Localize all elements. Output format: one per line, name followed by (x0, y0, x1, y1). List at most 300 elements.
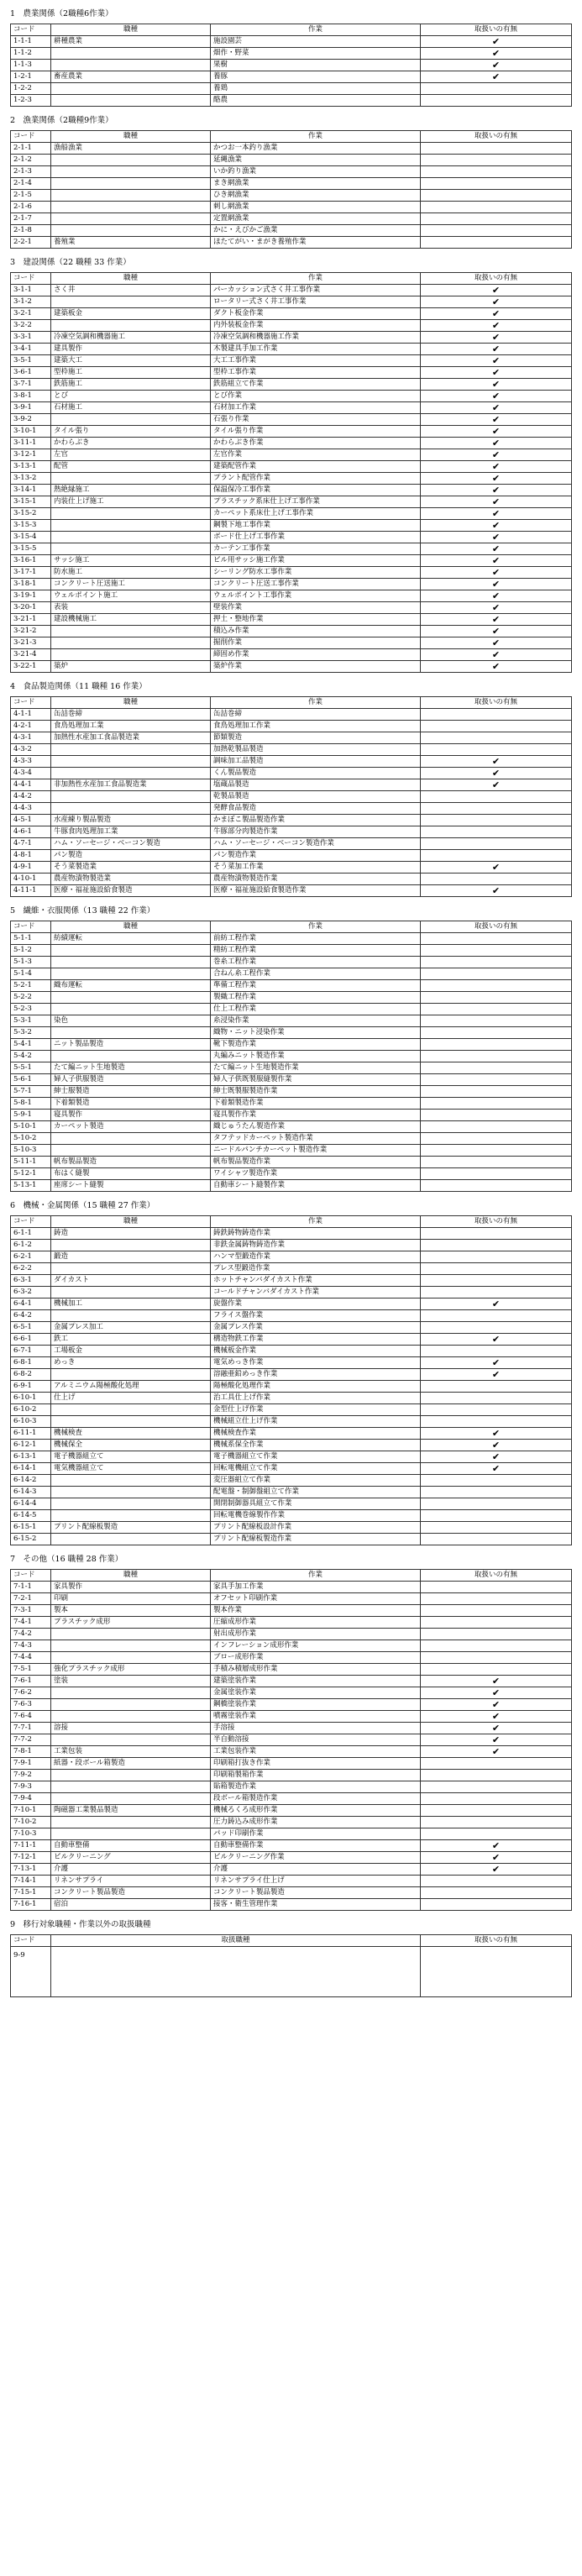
table-row (11, 1676, 572, 1687)
job-type-cell (51, 1687, 211, 1699)
table-row (11, 1062, 572, 1074)
check-mark-icon: ✔ (491, 543, 501, 554)
handling-flag-cell (421, 862, 572, 874)
code-cell: 3-3-1 (11, 332, 51, 344)
work-cell: 陽極酸化処理作業 (211, 1381, 421, 1393)
job-type-cell: 養殖業 (51, 237, 211, 249)
code-cell: 3-15-1 (11, 496, 51, 508)
check-mark-icon: ✔ (491, 1746, 501, 1757)
code-cell: 2-1-3 (11, 166, 51, 178)
handling-flag-cell (421, 1793, 572, 1805)
table-row (11, 202, 572, 213)
job-type-cell: 布はく縫製 (51, 1168, 211, 1180)
work-cell: タイル張り作業 (211, 426, 421, 438)
job-type-cell (51, 1510, 211, 1522)
check-mark-icon: ✔ (491, 661, 501, 672)
table-row (11, 1157, 572, 1168)
table-row (11, 1086, 572, 1098)
code-cell: 6-14-5 (11, 1510, 51, 1522)
column-header-code: コード (11, 273, 51, 285)
column-header-flag: 取扱いの有無 (421, 921, 572, 933)
work-cell: ダクト板金作業 (211, 308, 421, 320)
handling-flag-cell (421, 567, 572, 579)
check-mark-icon: ✔ (491, 414, 501, 425)
job-table (10, 272, 572, 673)
work-cell: 塩蔵品製造 (211, 779, 421, 791)
job-type-cell: プリント配線板製造 (51, 1522, 211, 1534)
handling-flag-cell (421, 721, 572, 732)
handling-flag-cell (421, 1098, 572, 1110)
job-type-cell: 陶磁器工業製品製造 (51, 1805, 211, 1817)
job-type-cell: プラスチック成形 (51, 1617, 211, 1629)
code-cell: 7-11-1 (11, 1840, 51, 1852)
table-row (11, 1522, 572, 1534)
code-cell: 5-7-1 (11, 1086, 51, 1098)
code-cell: 4-2-1 (11, 721, 51, 732)
code-cell: 5-10-2 (11, 1133, 51, 1145)
work-cell: 養鶏 (211, 83, 421, 95)
job-type-cell: リネンサプライ (51, 1876, 211, 1887)
check-mark-icon: ✔ (491, 1369, 501, 1380)
job-type-cell: 鉄工 (51, 1334, 211, 1346)
work-cell: ブロー成形作業 (211, 1652, 421, 1664)
table-row (11, 567, 572, 579)
job-type-cell: 強化プラスチック成形 (51, 1664, 211, 1676)
table-row (11, 1947, 572, 1997)
work-cell: 築炉作業 (211, 661, 421, 673)
column-header-type: 職種 (51, 24, 211, 36)
column-header-flag: 取扱いの有無 (421, 273, 572, 285)
table-row (11, 532, 572, 543)
code-cell: 3-15-2 (11, 508, 51, 520)
handling-flag-cell (421, 957, 572, 968)
job-type-cell (51, 1369, 211, 1381)
job-type-cell: ニット製品製造 (51, 1039, 211, 1051)
handling-flag-cell (421, 1168, 572, 1180)
table-row (11, 320, 572, 332)
check-mark-icon: ✔ (491, 1734, 501, 1745)
code-cell: 4-1-1 (11, 709, 51, 721)
code-cell: 1-2-3 (11, 95, 51, 107)
code-cell: 3-11-1 (11, 438, 51, 449)
code-cell: 5-1-2 (11, 945, 51, 957)
table-row (11, 1629, 572, 1640)
table-row (11, 1310, 572, 1322)
check-mark-icon: ✔ (491, 320, 501, 331)
job-type-cell (51, 1416, 211, 1428)
work-cell: 鋼製下地工事作業 (211, 520, 421, 532)
table-row (11, 71, 572, 83)
column-header-flag: 取扱いの有無 (421, 24, 572, 36)
job-type-cell: コンクリート製品製造 (51, 1887, 211, 1899)
check-mark-icon: ✔ (491, 461, 501, 472)
work-cell: 手積み積層成形作業 (211, 1664, 421, 1676)
job-type-cell: ウェルポイント施工 (51, 590, 211, 602)
table-row (11, 1145, 572, 1157)
work-cell: 帆布製品製造作業 (211, 1157, 421, 1168)
job-type-cell: 電子機器組立て (51, 1451, 211, 1463)
handling-flag-cell (421, 1629, 572, 1640)
work-cell: 変圧器組立て作業 (211, 1475, 421, 1487)
column-header-flag: 取扱いの有無 (421, 131, 572, 143)
job-type-cell: 工場板金 (51, 1346, 211, 1357)
job-type-cell (51, 48, 211, 60)
code-cell: 1-1-2 (11, 48, 51, 60)
job-type-cell (51, 296, 211, 308)
handling-flag-cell (421, 1758, 572, 1770)
table-row (11, 344, 572, 355)
section-title: 7 その他（16 職種 28 作業） (10, 1555, 123, 1564)
work-cell: プリント配線板設計作業 (211, 1522, 421, 1534)
code-cell: 7-9-3 (11, 1781, 51, 1793)
table-row (11, 1817, 572, 1828)
job-type-cell: 耕種農業 (51, 36, 211, 48)
code-cell: 6-6-1 (11, 1334, 51, 1346)
handling-flag-cell (421, 661, 572, 673)
table-row (11, 543, 572, 555)
handling-flag-cell (421, 1416, 572, 1428)
table-row (11, 815, 572, 826)
work-cell: 医療・福祉施設給食製造作業 (211, 885, 421, 897)
work-cell: ホットチャンバダイカスト作業 (211, 1275, 421, 1287)
code-cell: 2-1-4 (11, 178, 51, 190)
code-cell: 7-10-1 (11, 1805, 51, 1817)
code-cell: 4-6-1 (11, 826, 51, 838)
header-row (11, 273, 572, 285)
table-row (11, 1334, 572, 1346)
handling-flag-cell (421, 1287, 572, 1298)
code-cell: 2-1-1 (11, 143, 51, 155)
work-cell: そう菜加工作業 (211, 862, 421, 874)
table-row (11, 1428, 572, 1440)
check-mark-icon: ✔ (491, 1451, 501, 1462)
code-cell: 3-2-1 (11, 308, 51, 320)
check-mark-icon: ✔ (491, 285, 501, 296)
job-type-cell: 帆布製品製造 (51, 1157, 211, 1168)
code-cell: 5-11-1 (11, 1157, 51, 1168)
check-mark-icon: ✔ (491, 1298, 501, 1309)
column-header-type: 職種 (51, 273, 211, 285)
handling-flag-cell (421, 1310, 572, 1322)
handling-flag-cell (421, 838, 572, 850)
handling-flag-cell (421, 508, 572, 520)
job-type-cell: 建設機械施工 (51, 614, 211, 626)
code-cell: 4-5-1 (11, 815, 51, 826)
job-type-cell: 加熱性水産加工食品製造業 (51, 732, 211, 744)
work-cell: 金属塗装作業 (211, 1687, 421, 1699)
work-cell: ハム・ソーセージ・ベーコン製造作業 (211, 838, 421, 850)
job-type-cell (51, 1475, 211, 1487)
table-row (11, 473, 572, 485)
work-cell: 構造物鉄工作業 (211, 1334, 421, 1346)
code-cell: 7-10-2 (11, 1817, 51, 1828)
header-row (11, 1935, 572, 1947)
handling-flag-cell (421, 992, 572, 1004)
work-cell: 婦人子供既製服縫製作業 (211, 1074, 421, 1086)
code-cell: 1-2-1 (11, 71, 51, 83)
code-cell: 1-1-1 (11, 36, 51, 48)
table-row (11, 649, 572, 661)
table-row (11, 1004, 572, 1015)
work-cell: かまぼこ製品製造作業 (211, 815, 421, 826)
handling-flag-cell (421, 1322, 572, 1334)
check-mark-icon: ✔ (491, 426, 501, 437)
job-type-cell: 冷凍空気調和機器施工 (51, 332, 211, 344)
table-row (11, 1864, 572, 1876)
job-type-cell: 缶詰巻締 (51, 709, 211, 721)
handling-flag-cell (421, 602, 572, 614)
table-row (11, 520, 572, 532)
handling-flag-cell (421, 1004, 572, 1015)
code-cell: 3-16-1 (11, 555, 51, 567)
job-type-cell (51, 473, 211, 485)
work-cell: かつお一本釣り漁業 (211, 143, 421, 155)
table-row (11, 1640, 572, 1652)
handling-flag-cell (421, 756, 572, 768)
code-cell: 7-4-1 (11, 1617, 51, 1629)
handling-flag-cell (421, 1510, 572, 1522)
job-type-cell (51, 1629, 211, 1640)
handling-flag-cell (421, 1817, 572, 1828)
job-type-cell (51, 744, 211, 756)
code-cell: 5-2-1 (11, 980, 51, 992)
job-type-cell: タイル張り (51, 426, 211, 438)
job-type-cell: 下着類製造 (51, 1098, 211, 1110)
job-type-cell (51, 1051, 211, 1062)
job-type-cell: 紙器・段ボール箱製造 (51, 1758, 211, 1770)
handling-flag-cell (421, 1334, 572, 1346)
work-cell: ウェルポイント工事作業 (211, 590, 421, 602)
work-cell: 石材加工作業 (211, 402, 421, 414)
handling-flag-cell (421, 344, 572, 355)
table-row (11, 379, 572, 391)
table-row (11, 355, 572, 367)
job-type-cell (51, 1133, 211, 1145)
job-type-cell (51, 508, 211, 520)
table-row (11, 1451, 572, 1463)
extra-job-cell (51, 1947, 421, 1997)
table-row (11, 709, 572, 721)
code-cell: 3-14-1 (11, 485, 51, 496)
code-cell: 4-10-1 (11, 874, 51, 885)
job-type-cell (51, 649, 211, 661)
table-row (11, 178, 572, 190)
handling-flag-cell (421, 555, 572, 567)
handling-flag-cell (421, 1110, 572, 1121)
table-row (11, 1098, 572, 1110)
job-type-cell (51, 1711, 211, 1723)
code-cell: 3-7-1 (11, 379, 51, 391)
job-type-cell (51, 968, 211, 980)
job-type-cell: 左官 (51, 449, 211, 461)
job-type-cell: 築炉 (51, 661, 211, 673)
work-cell: プレス型鍛造作業 (211, 1263, 421, 1275)
handling-flag-cell (421, 461, 572, 473)
work-cell: プラント配管作業 (211, 473, 421, 485)
table-row (11, 1699, 572, 1711)
table-row (11, 1168, 572, 1180)
table-row (11, 1404, 572, 1416)
handling-flag-cell (421, 237, 572, 249)
work-cell: 丸編みニット製造作業 (211, 1051, 421, 1062)
section-title: 1 農業関係（2職種6作業） (10, 9, 113, 18)
handling-flag-cell (421, 1451, 572, 1463)
column-header-work: 作業 (211, 1570, 421, 1582)
job-type-cell (51, 520, 211, 532)
table-row (11, 1840, 572, 1852)
table-row (11, 1617, 572, 1629)
job-type-cell (51, 1487, 211, 1498)
table-row (11, 862, 572, 874)
job-type-cell: 仕上げ (51, 1393, 211, 1404)
header-row (11, 24, 572, 36)
code-cell: 6-10-2 (11, 1404, 51, 1416)
code-cell: 7-9-4 (11, 1793, 51, 1805)
check-mark-icon: ✔ (491, 885, 501, 896)
code-cell: 7-6-1 (11, 1676, 51, 1687)
check-mark-icon: ✔ (491, 438, 501, 449)
header-row (11, 131, 572, 143)
work-cell: ほたてがい・まがき養殖作業 (211, 237, 421, 249)
table-row (11, 308, 572, 320)
code-cell: 6-15-1 (11, 1522, 51, 1534)
code-cell: 6-1-1 (11, 1228, 51, 1240)
table-row (11, 933, 572, 945)
job-type-cell: とび (51, 391, 211, 402)
code-cell: 7-6-3 (11, 1699, 51, 1711)
code-cell: 3-21-4 (11, 649, 51, 661)
work-cell: 農産物漬物製造作業 (211, 874, 421, 885)
column-header-type: 職種 (51, 697, 211, 709)
handling-flag-cell (421, 1133, 572, 1145)
table-row (11, 461, 572, 473)
handling-flag-cell (421, 1864, 572, 1876)
work-cell: カーペット系床仕上げ工事作業 (211, 508, 421, 520)
work-cell: 機械組立仕上げ作業 (211, 1416, 421, 1428)
table-row (11, 1487, 572, 1498)
table-row (11, 1440, 572, 1451)
table-row (11, 426, 572, 438)
job-type-cell: 表装 (51, 602, 211, 614)
code-cell: 6-4-2 (11, 1310, 51, 1322)
job-type-cell: 紳士服製造 (51, 1086, 211, 1098)
job-type-cell: 内装仕上げ施工 (51, 496, 211, 508)
job-table (10, 1215, 572, 1545)
work-cell: 電子機器組立て作業 (211, 1451, 421, 1463)
job-type-cell (51, 945, 211, 957)
job-type-cell: 婦人子供服製造 (51, 1074, 211, 1086)
code-cell: 3-15-3 (11, 520, 51, 532)
job-type-cell: 工業包装 (51, 1746, 211, 1758)
table-row (11, 1534, 572, 1545)
job-type-cell: めっき (51, 1357, 211, 1369)
table-row (11, 1393, 572, 1404)
check-mark-icon: ✔ (491, 367, 501, 378)
work-cell: 回転電機組立て作業 (211, 1463, 421, 1475)
work-cell: 精紡工程作業 (211, 945, 421, 957)
handling-flag-cell (421, 1852, 572, 1864)
check-mark-icon: ✔ (491, 579, 501, 590)
handling-flag-cell (421, 1534, 572, 1545)
work-cell: 非鉄金属鋳物鋳造作業 (211, 1240, 421, 1251)
table-row (11, 1074, 572, 1086)
code-cell: 3-8-1 (11, 391, 51, 402)
work-cell: オフセット印刷作業 (211, 1593, 421, 1605)
job-type-cell: 鋳造 (51, 1228, 211, 1240)
job-type-cell (51, 1817, 211, 1828)
handling-flag-cell (421, 579, 572, 590)
code-cell: 4-3-2 (11, 744, 51, 756)
work-cell: 鉄筋組立て作業 (211, 379, 421, 391)
code-cell: 5-1-4 (11, 968, 51, 980)
job-type-cell: 建築板金 (51, 308, 211, 320)
code-cell: 3-15-5 (11, 543, 51, 555)
handling-flag-cell (421, 1723, 572, 1734)
check-mark-icon: ✔ (491, 355, 501, 366)
check-mark-icon: ✔ (491, 614, 501, 625)
work-cell: ロータリー式さく井工事作業 (211, 296, 421, 308)
handling-flag-cell (421, 1428, 572, 1440)
table-row (11, 874, 572, 885)
handling-flag-cell (421, 1781, 572, 1793)
table-row (11, 1723, 572, 1734)
job-type-cell (51, 166, 211, 178)
job-type-cell: 塗装 (51, 1676, 211, 1687)
work-cell: 締固め作業 (211, 649, 421, 661)
section-title: 9 移行対象職種・作業以外の取扱職種 (10, 1920, 151, 1929)
work-cell: 掘削作業 (211, 637, 421, 649)
section-title: 3 建設関係（22 職種 33 作業） (10, 258, 131, 267)
job-type-cell: 建築大工 (51, 355, 211, 367)
table-row (11, 1582, 572, 1593)
table-row (11, 36, 572, 48)
table-row (11, 449, 572, 461)
code-cell: 6-2-2 (11, 1263, 51, 1275)
table-row (11, 83, 572, 95)
work-cell: コンクリート製品製造 (211, 1887, 421, 1899)
check-mark-icon: ✔ (491, 602, 501, 613)
code-cell: 6-14-4 (11, 1498, 51, 1510)
check-mark-icon: ✔ (491, 496, 501, 507)
work-cell: ハンマ型鍛造作業 (211, 1251, 421, 1263)
table-row (11, 1463, 572, 1475)
table-row (11, 1605, 572, 1617)
check-mark-icon: ✔ (491, 520, 501, 531)
code-cell: 6-2-1 (11, 1251, 51, 1263)
handling-flag-cell (421, 709, 572, 721)
code-cell: 4-4-3 (11, 803, 51, 815)
job-table (10, 24, 572, 107)
table-row (11, 496, 572, 508)
code-cell: 2-2-1 (11, 237, 51, 249)
handling-flag-cell (421, 1593, 572, 1605)
table-row (11, 402, 572, 414)
job-type-cell: 型枠施工 (51, 367, 211, 379)
work-cell: 家具手加工作業 (211, 1582, 421, 1593)
code-cell: 7-5-1 (11, 1664, 51, 1676)
job-type-cell (51, 1534, 211, 1545)
job-type-cell: 石材施工 (51, 402, 211, 414)
work-cell: 下着類製造作業 (211, 1098, 421, 1110)
table-row (11, 721, 572, 732)
handling-flag-cell (421, 933, 572, 945)
work-cell: ワイシャツ製造作業 (211, 1168, 421, 1180)
handling-flag-cell (421, 1251, 572, 1263)
handling-flag-cell (421, 1463, 572, 1475)
job-type-cell (51, 1498, 211, 1510)
table-row (11, 626, 572, 637)
work-cell: 缶詰巻締 (211, 709, 421, 721)
